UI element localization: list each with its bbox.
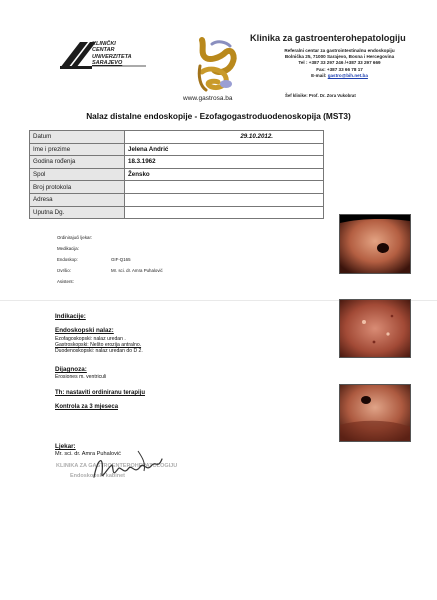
row-value: Žensko [125,168,324,181]
finding-esophagus: Ezofagoskopski: nalaz uredan . [55,336,126,342]
endoscopy-image-1 [339,214,411,274]
diagnosis-text: Erosiones m. ventriculi [55,374,107,380]
meta-label: Asistent: [57,279,74,284]
digestive-tract-logo [192,36,240,94]
meta-value [111,232,163,243]
meta-label: Medikacija: [57,246,79,251]
endoscopy-image-2 [339,299,411,358]
row-label: Uputna Dg. [30,206,125,219]
meta-label: Ordinirajući ljekar: [57,235,93,240]
control-text: Kontrola za 3 mjeseca [55,404,119,410]
table-row [30,168,324,181]
stamp-line: Endoskopski kabinet [70,473,126,479]
clinic-address: Bolnička 25, 71000 Sarajevo, Bosna i Hercegovina [284,54,395,60]
table-row [30,156,324,169]
performed-by-value: Mr. sci. dr. Amra Puhalović [111,268,163,273]
row-value: 29.10.2012. [125,131,324,144]
row-label: Broj protokola [30,181,125,194]
endoscopy-image-3 [339,384,411,442]
clinic-subtitle: Referalni centar za gastrointestinalnu endoskopiju [284,48,395,53]
clinic-phone: Tel : +387 33 297 246 /+387 33 297 669 [298,60,381,66]
website-link[interactable]: www.gastrosa.ba [183,95,233,102]
table-row [30,206,324,219]
clinic-chief: Šef klinike: Prof. Dr. Zora Vukobrat [285,93,356,98]
kcus-logo-text: KLINIČKI CENTAR UNIVERZITETA SARAJEVO [92,41,132,66]
clinic-contact-block [252,48,427,79]
row-label: Spol [30,168,125,181]
meta-value [111,243,163,254]
meta-label: Endoskop: [57,257,78,262]
row-value: Jelena Andrić [125,143,324,156]
endoscopic-findings-heading: Endoskopski nalaz: [55,327,114,334]
table-row [30,193,324,206]
finding-stomach: Gastroskopski: Nešto erozija antralno. [55,342,142,348]
row-label: Ime i prezime [30,143,125,156]
doctor-heading: Ljekar: [55,443,76,450]
doctor-name: Mr. sci. dr. Amra Puhalović [55,451,121,457]
row-value [125,206,324,219]
stamp-line: KLINIKA ZA GASTROENTEROHEPATOLOGIJU [56,463,178,469]
diagnosis-heading: Dijagnoza: [55,366,87,373]
row-label: Datum [30,131,125,144]
row-label: Godina rođenja [30,156,125,169]
clinic-email-label: E-mail: [311,72,327,78]
meta-value [111,276,163,287]
therapy-text: Th: nastaviti ordiniranu terapiju [55,390,146,396]
procedure-meta-labels [57,232,92,287]
patient-info-table [29,130,324,219]
row-value: 18.3.1962 [125,156,324,169]
table-row [30,143,324,156]
procedure-meta-values [111,232,163,287]
endoscope-value: GIF-Q165 [111,257,131,262]
document-title: Nalaz distalne endoskopije - Ezofagogastroduodenoskopija (MST3) [86,111,351,121]
doctor-signature [88,447,168,489]
row-value [125,193,324,206]
clinic-name: Klinika za gastroenterohepatologiju [250,33,406,43]
clinic-email-link[interactable]: gastro@bih.net.ba [327,72,368,78]
clinic-fax: Fax: +387 33 66 78 17 [316,66,363,72]
endoscopic-findings [55,336,143,354]
table-row [30,181,324,194]
table-row [30,131,324,144]
finding-duodenum: Duodenoskopski: nalaz uredan do D 2. [55,348,143,354]
row-label: Adresa [30,193,125,206]
meta-label: Izvršio: [57,268,71,273]
indications-heading: Indikacije: [55,313,86,320]
row-value [125,181,324,194]
